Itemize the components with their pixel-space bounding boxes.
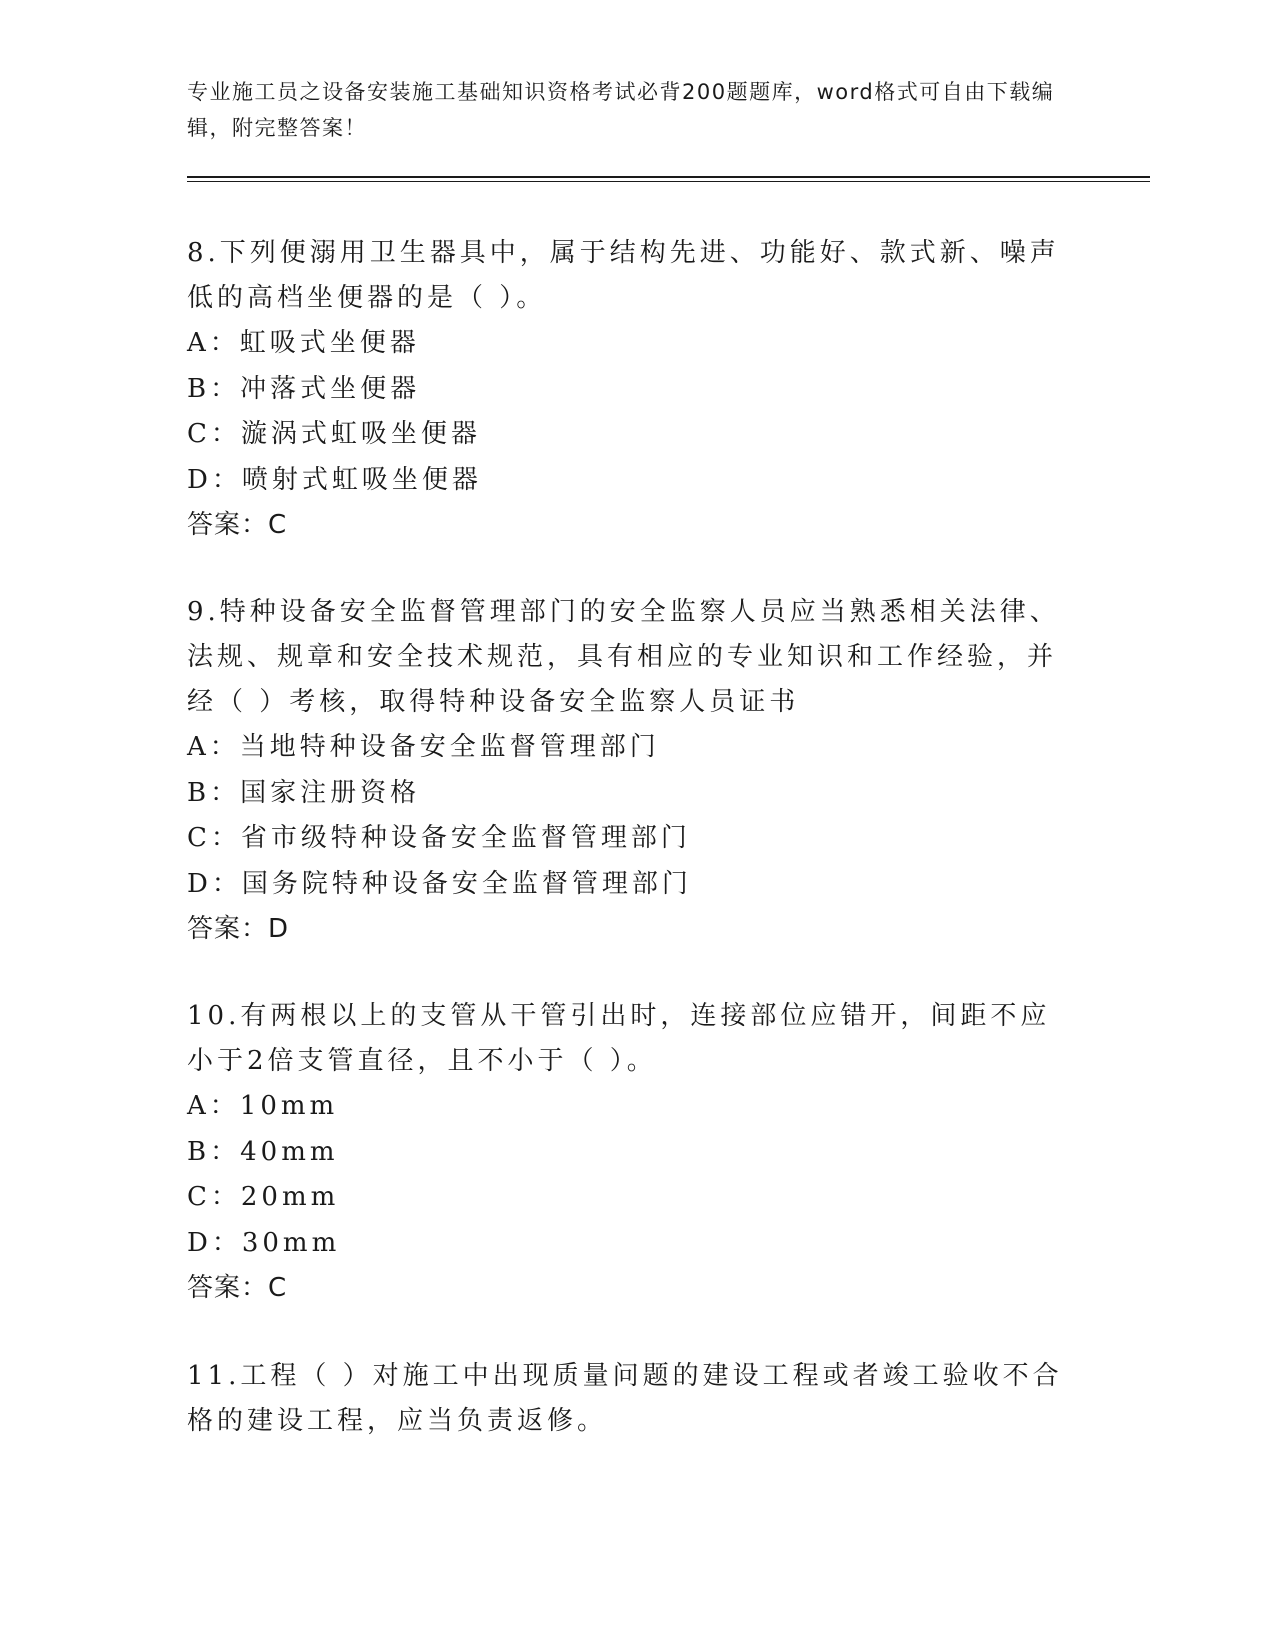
option-c: C：20mm	[187, 1182, 340, 1212]
question-11	[187, 1354, 1077, 1444]
option-c: C：漩涡式虹吸坐便器	[187, 419, 481, 449]
option-b: B：冲落式坐便器	[187, 373, 421, 404]
question-10	[187, 994, 1077, 1311]
document-header: 专业施工员之设备安装施工基础知识资格考试必背200题题库，word格式可自由下载编辑，附完整答案！	[187, 80, 1055, 140]
question-text: 10.有两根以上的支管从干管引出时，连接部位应错开，间距不应小于2倍支管直径，且不小于（ ）。	[187, 1001, 1051, 1076]
option-d: D：国务院特种设备安全监督管理部门	[187, 868, 692, 899]
answer: 答案：D	[187, 914, 290, 944]
answer: 答案：C	[187, 510, 288, 540]
question-text: 8.下列便溺用卫生器具中，属于结构先进、功能好、款式新、噪声低的高档坐便器的是（ ）。	[187, 238, 1060, 313]
option-a: A：虹吸式坐便器	[187, 328, 420, 358]
question-9	[187, 590, 1077, 952]
question-8	[187, 231, 1077, 548]
option-d: D：30mm	[187, 1227, 341, 1258]
option-a: A：10mm	[187, 1091, 339, 1121]
option-c: C：省市级特种设备安全监督管理部门	[187, 823, 691, 853]
option-a: A：当地特种设备安全监督管理部门	[187, 732, 660, 762]
answer: 答案：C	[187, 1273, 288, 1303]
question-text: 11.工程（ ）对施工中出现质量问题的建设工程或者竣工验收不合格的建设工程，应当负责返修。	[187, 1361, 1063, 1436]
question-text: 9.特种设备安全监督管理部门的安全监察人员应当熟悉相关法律、法规、规章和安全技术规范，具有相应的专业知识和工作经验，并经（ ）考核，取得特种设备安全监察人员证书	[187, 597, 1060, 717]
header-divider-thick	[187, 176, 1150, 178]
header-divider-thin	[187, 181, 1150, 182]
option-b: B：40mm	[187, 1136, 339, 1167]
option-d: D：喷射式虹吸坐便器	[187, 464, 482, 495]
option-b: B：国家注册资格	[187, 777, 421, 808]
